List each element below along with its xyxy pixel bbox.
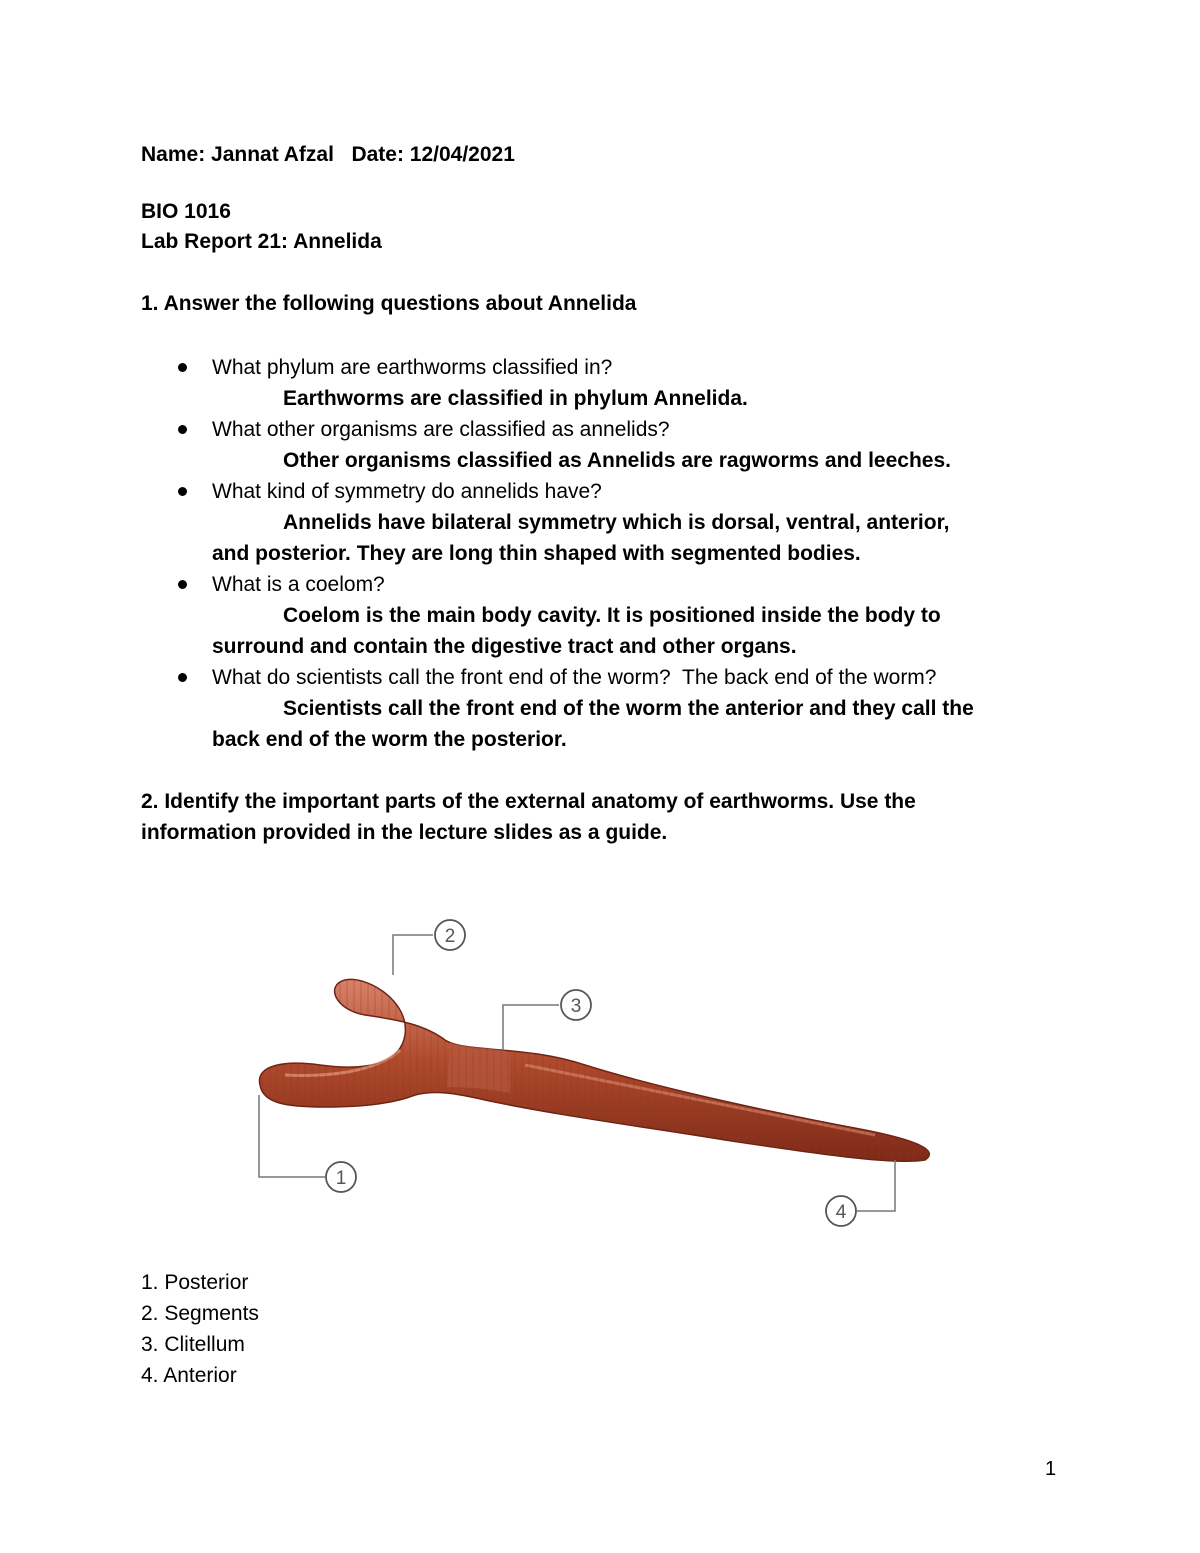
- answer-5-line1: Scientists call the front end of the worm the anterior and they call the: [283, 697, 974, 720]
- question-5: What do scientists call the front end of the worm? The back end of the worm?: [212, 666, 937, 689]
- answer-1: Earthworms are classified in phylum Annelida.: [283, 387, 748, 410]
- section2-heading-line1: 2. Identify the important parts of the external anatomy of earthworms. Use the: [141, 790, 916, 813]
- callout-1: [326, 1162, 356, 1192]
- callout-3: [561, 990, 591, 1020]
- callout-4: [826, 1196, 856, 1226]
- answer-2: Other organisms classified as Annelids are ragworms and leeches.: [283, 449, 951, 472]
- answer-3-line2: and posterior. They are long thin shaped with segmented bodies.: [212, 542, 861, 565]
- earthworm-anatomy-figure: [225, 915, 945, 1230]
- answer-list-item-3: 3. Clitellum: [141, 1333, 245, 1356]
- worm-body: [259, 979, 929, 1161]
- svg-text:3: 3: [570, 996, 582, 1017]
- bullet-icon: [178, 487, 187, 496]
- page-number: 1: [1045, 1458, 1057, 1480]
- question-3: What kind of symmetry do annelids have?: [212, 480, 602, 503]
- answer-4-line1: Coelom is the main body cavity. It is positioned inside the body to: [283, 604, 941, 627]
- course-code: BIO 1016: [141, 200, 231, 223]
- svg-text:2: 2: [444, 926, 456, 947]
- svg-text:4: 4: [835, 1202, 847, 1223]
- answer-list-item-1: 1. Posterior: [141, 1271, 249, 1294]
- report-title: Lab Report 21: Annelida: [141, 230, 382, 253]
- svg-text:1: 1: [335, 1168, 347, 1189]
- section2-heading-line2: information provided in the lecture slides as a guide.: [141, 821, 668, 844]
- question-1: What phylum are earthworms classified in?: [212, 356, 613, 379]
- answer-4-line2: surround and contain the digestive tract and other organs.: [212, 635, 797, 658]
- bullet-icon: [178, 580, 187, 589]
- answer-5-line2: back end of the worm the posterior.: [212, 728, 567, 751]
- name-date-line: Name: Jannat Afzal Date: 12/04/2021: [141, 143, 515, 166]
- bullet-icon: [178, 425, 187, 434]
- question-2: What other organisms are classified as annelids?: [212, 418, 670, 441]
- answer-list-item-2: 2. Segments: [141, 1302, 259, 1325]
- callout-2: [435, 920, 465, 950]
- answer-list-item-4: 4. Anterior: [141, 1364, 237, 1387]
- bullet-icon: [178, 363, 187, 372]
- bullet-icon: [178, 673, 187, 682]
- question-4: What is a coelom?: [212, 573, 385, 596]
- answer-3-line1: Annelids have bilateral symmetry which is dorsal, ventral, anterior,: [283, 511, 950, 534]
- section1-heading: 1. Answer the following questions about Annelida: [141, 292, 637, 315]
